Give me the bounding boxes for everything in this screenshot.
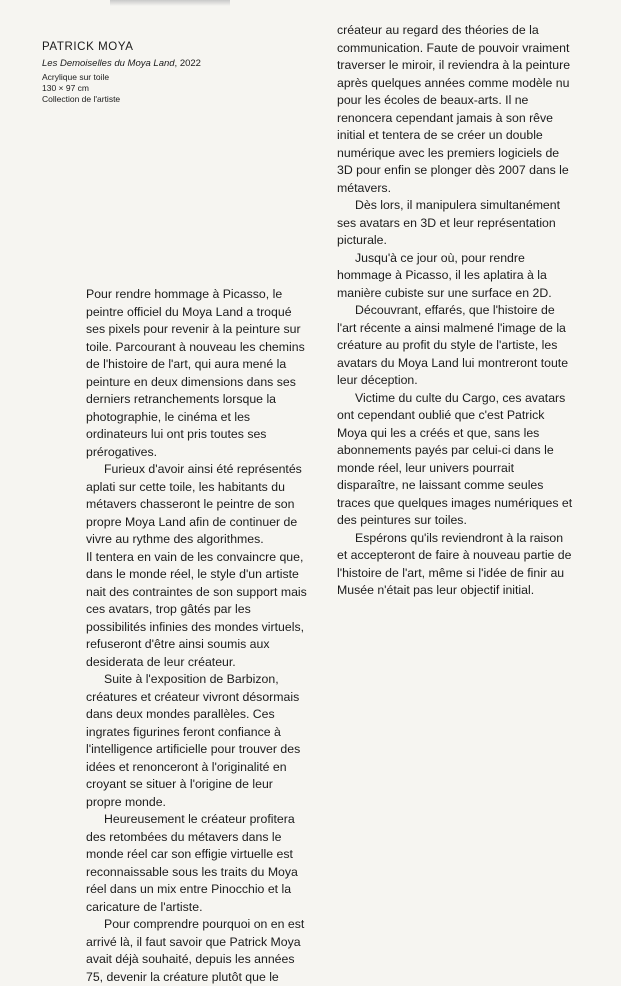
right-text-column — [337, 22, 575, 600]
paragraph: Heureusement le créateur profitera des retombées du métavers dans le monde réel car son effigie virtuelle est reconnaissable sous les traits du Moya réel dans un mix entre Pinocchio et la caricature de l'artiste. — [86, 812, 298, 914]
paragraph: Dès lors, il manipulera simultanément ses avatars en 3D et leur représentation picturale. — [337, 198, 561, 247]
paragraph: Furieux d'avoir ainsi été représentés aplati sur cette toile, les habitants du métavers chasseront le peintre de son propre Moya Land afin de continuer de vivre au rythme des algorithmes. — [86, 462, 302, 546]
artwork-collection: Collection de l'artiste — [42, 94, 121, 104]
paragraph: Victime du culte du Cargo, ces avatars ont cependant oublié que c'est Patrick Moya qui les a créés et que, sans les abonnements payés par celui-ci dans le monde réel, leur univers pourrait disparaître, ne laissant comme seules traces que quelques images numériques et des peintures sur toiles. — [337, 390, 573, 527]
paragraph: Suite à l'exposition de Barbizon, créatures et créateur vivront désormais dans deux mondes parallèles. Ces ingrates figurines feront confiance à l'intelligence artificielle pour trouver des idées et renonceront à l'originalité en croyant se situer à l'origine de leur propre monde. — [86, 672, 301, 809]
artwork-medium: Acrylique sur toile — [42, 72, 110, 82]
paragraph: Pour comprendre pourquoi on en est arrivé là, il faut savoir que Patrick Moya avait déjà souhaité, depuis les années 75, devenir la créature plutôt que le — [86, 917, 305, 984]
artwork-title: Les Demoiselles du Moya Land — [42, 58, 175, 69]
artist-name: PATRICK MOYA — [42, 41, 134, 53]
paragraph: créateur au regard des théories de la communication. Faute de pouvoir vraiment traverser le miroir, il reviendra à la peinture après quelques années comme modèle nu pour les écoles de beaux-arts. Il ne renoncera cependant jamais à son rêve initial et tentera de se créer un double numérique avec les premiers logiciels de 3D pour enfin se plonger dès 2007 dans le métavers. — [337, 23, 571, 195]
artwork-dimensions: 130 × 97 cm — [42, 83, 90, 93]
left-text-column — [86, 286, 310, 986]
artwork-caption — [42, 41, 282, 105]
page-edge-shadow — [110, 0, 230, 6]
paragraph: Découvrant, effarés, que l'histoire de l'art récente a ainsi malmené l'image de la créature au profit du style de l'artiste, les avatars du Moya Land lui montreront toute leur déception. — [337, 303, 569, 387]
paragraph: Pour rendre hommage à Picasso, le peintre officiel du Moya Land a troqué ses pixels pour revenir à la peinture sur toile. Parcourant à nouveau les chemins de l'histoire de l'art, qui aura mené la peinture en deux dimensions dans ses derniers retranchements lorsque la photographie, le cinéma et les ordinateurs lui ont pris toutes ses prérogatives. — [86, 287, 305, 459]
paragraph: Jusqu'à ce jour où, pour rendre hommage à Picasso, il les aplatira à la manière cubiste sur une surface en 2D. — [337, 250, 552, 300]
paragraph: Il tentera en vain de les convaincre que, dans le monde réel, le style d'un artiste nait des contraintes de son support mais ces avatars, trop gâtés par les possibilités infinies des mondes virtuels, refuseront d'être ainsi soumis aux desiderata de leur créateur. — [86, 549, 307, 669]
artwork-title-line — [42, 58, 282, 69]
artwork-year: , 2022 — [174, 58, 201, 69]
paragraph: Espérons qu'ils reviendront à la raison et accepteront de faire à nouveau partie de l'histoire de l'art, même si l'idée de finir au Musée n'était pas leur objectif initial. — [337, 530, 572, 597]
